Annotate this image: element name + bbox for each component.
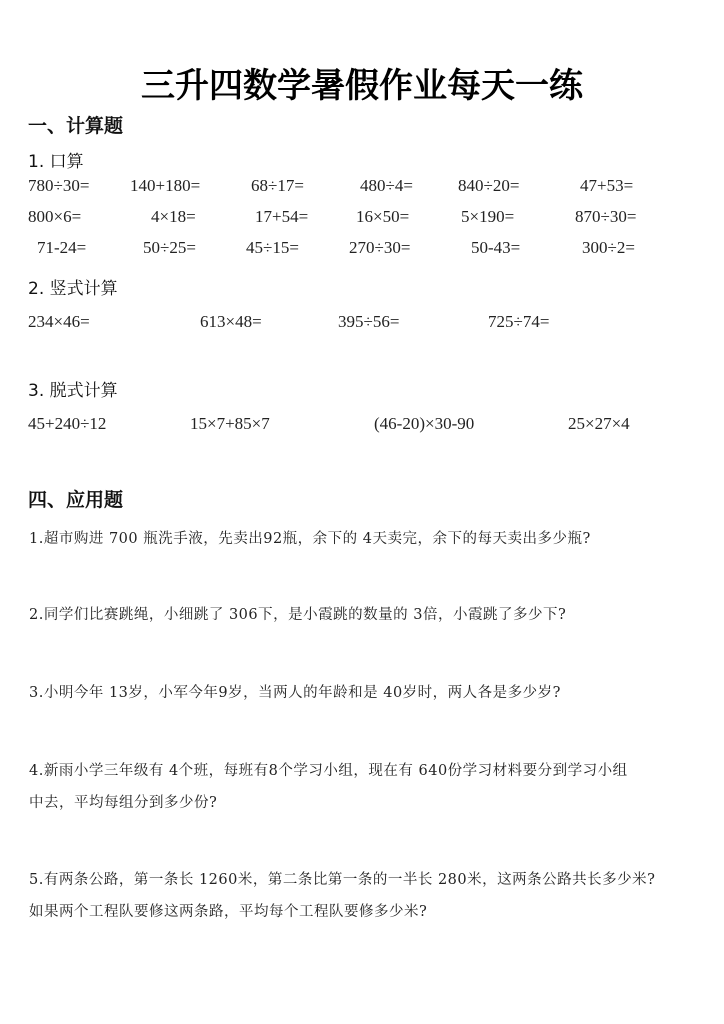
mental-math-item: 45÷15=: [246, 238, 299, 257]
word-problem-5-line-2: 如果两个工程队要修这两条路，平均每个工程队要修多少米?: [29, 904, 428, 920]
subsection-heading-mental-math: 1. 口算: [28, 152, 84, 172]
word-problem-4-line-1: 4.新雨小学三年级有 4个班，每班有8个学习小组，现在有 640份学习材料要分到学习小组: [29, 763, 628, 779]
mental-math-item: 50÷25=: [143, 238, 196, 257]
vertical-calc-item: 613×48=: [200, 312, 262, 331]
word-problem-1: 1.超市购进 700 瓶洗手液，先卖出92瓶，余下的 4天卖完，余下的每天卖出多少瓶?: [29, 531, 591, 547]
subsection-heading-vertical-calc: 2. 竖式计算: [28, 279, 118, 299]
mental-math-item: 840÷20=: [458, 176, 520, 195]
mental-math-item: 71-24=: [37, 238, 87, 257]
mental-math-item: 480÷4=: [360, 176, 413, 195]
mental-math-item: 800×6=: [28, 207, 82, 226]
mental-math-item: 50-43=: [471, 238, 521, 257]
word-problem-3: 3.小明今年 13岁，小军今年9岁，当两人的年龄和是 40岁时，两人各是多少岁?: [29, 685, 561, 701]
vertical-calc-item: 234×46=: [28, 312, 90, 331]
mental-math-item: 780÷30=: [28, 176, 90, 195]
mental-math-item: 16×50=: [356, 207, 410, 226]
vertical-calc-item: 395÷56=: [338, 312, 400, 331]
word-problem-5-line-1: 5.有两条公路，第一条长 1260米，第二条比第一条的一半长 280米，这两条公路共长多少米?: [29, 872, 656, 888]
mental-math-item: 47+53=: [580, 176, 634, 195]
stepwise-calc-item: 15×7+85×7: [190, 414, 270, 433]
mental-math-item: 140+180=: [130, 176, 201, 195]
mental-math-item: 270÷30=: [349, 238, 411, 257]
section-heading-calculation: 一、计算题: [28, 115, 124, 137]
stepwise-calc-item: (46-20)×30-90: [374, 414, 475, 433]
mental-math-item: 17+54=: [255, 207, 309, 226]
mental-math-item: 68÷17=: [251, 176, 304, 195]
stepwise-calc-item: 45+240÷12: [28, 414, 107, 433]
mental-math-item: 300÷2=: [582, 238, 635, 257]
word-problem-2: 2.同学们比赛跳绳，小细跳了 306下，是小霞跳的数量的 3倍，小霞跳了多少下?: [29, 607, 567, 623]
word-problem-4-line-2: 中去，平均每组分到多少份?: [29, 795, 218, 811]
mental-math-item: 5×190=: [461, 207, 515, 226]
vertical-calc-item: 725÷74=: [488, 312, 550, 331]
stepwise-calc-item: 25×27×4: [568, 414, 630, 433]
mental-math-item: 4×18=: [151, 207, 196, 226]
subsection-heading-stepwise-calc: 3. 脱式计算: [28, 381, 118, 401]
page-title: 三升四数学暑假作业每天一练: [141, 66, 583, 106]
section-heading-word-problems: 四、应用题: [28, 489, 124, 511]
mental-math-item: 870÷30=: [575, 207, 637, 226]
